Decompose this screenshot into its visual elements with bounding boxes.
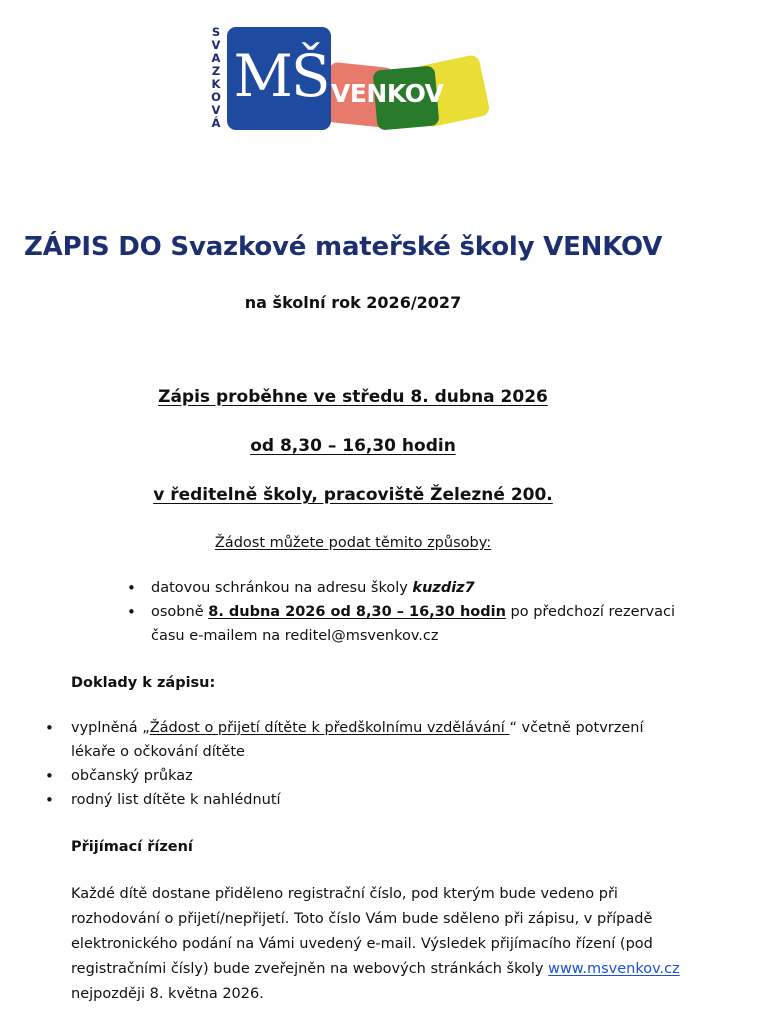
logo-main-text: MŠ xyxy=(233,42,329,110)
logo-letter: V xyxy=(211,38,221,52)
ways-item-text: datovou schránkou na adresu školy xyxy=(151,580,413,596)
list-item xyxy=(151,600,711,648)
admission-text-body: Každé dítě dostane přiděleno registrační číslo, pod kterým bude vedeno při rozhodování o přijetí/nepřijetí. Toto číslo Vám bude sděleno při zápisu, v případě elektronického podání na Vámi uvedený e-mail. Výsledek přijímacího řízení (pod registračními čísly) bude zveřejněn na webových stránkách školy xyxy=(71,886,653,977)
page-subtitle: na školní rok 2026/2027 xyxy=(244,293,462,312)
schedule-place-text: v ředitelně školy, pracoviště Železné 200. xyxy=(153,485,553,505)
ways-heading xyxy=(0,535,706,551)
admission-text xyxy=(71,882,711,1007)
ways-item-text: osobně xyxy=(151,604,209,620)
school-logo xyxy=(205,22,495,136)
school-website-link[interactable]: www.msvenkov.cz xyxy=(548,961,680,977)
documents-heading: Doklady k zápisu: xyxy=(71,675,216,691)
data-box-id: kuzdiz7 xyxy=(412,580,475,596)
ways-heading-text: Žádost můžete podat těmito způsoby: xyxy=(214,535,492,551)
schedule-date xyxy=(0,387,706,407)
doc-item-text: vyplněná „ xyxy=(71,720,150,736)
ways-item-text: po předchozí rezervaci času e-mailem na reditel@msvenkov.cz xyxy=(151,604,675,644)
doc-item-text: “ včetně potvrzení lékaře o očkování dítěte xyxy=(71,720,644,760)
list-item: • občanský průkaz xyxy=(71,764,691,788)
schedule-date-text: Zápis proběhne ve středu 8. dubna 2026 xyxy=(158,387,548,407)
logo-letter: Á xyxy=(211,116,221,130)
page-title: ZÁPIS DO Svazkové mateřské školy VENKOV xyxy=(24,232,663,262)
logo-letter: K xyxy=(211,77,221,91)
ways-list xyxy=(151,576,711,648)
admission-heading: Přijímací řízení xyxy=(71,839,193,855)
logo-letter: Z xyxy=(211,64,221,78)
ways-item-highlight: 8. dubna 2026 od 8,30 – 16,30 hodin xyxy=(208,604,506,620)
list-item xyxy=(71,716,691,764)
list-item xyxy=(151,576,711,600)
logo-letter: A xyxy=(211,51,221,65)
admission-text-end: nejpozději 8. května 2026. xyxy=(71,986,264,1002)
schedule-place xyxy=(0,485,706,505)
application-form-link[interactable]: Žádost o přijetí dítěte k předškolnímu vzdělávání xyxy=(149,720,510,736)
schedule-time-text: od 8,30 – 16,30 hodin xyxy=(250,436,456,456)
logo-letter: S xyxy=(211,25,221,39)
documents-list xyxy=(71,716,691,812)
schedule-time xyxy=(0,436,706,456)
logo-sub-text: VENKOV xyxy=(331,79,444,108)
logo-letter: V xyxy=(211,103,221,117)
list-item: • rodný list dítěte k nahlédnutí xyxy=(71,788,691,812)
logo-letter: O xyxy=(211,90,221,104)
